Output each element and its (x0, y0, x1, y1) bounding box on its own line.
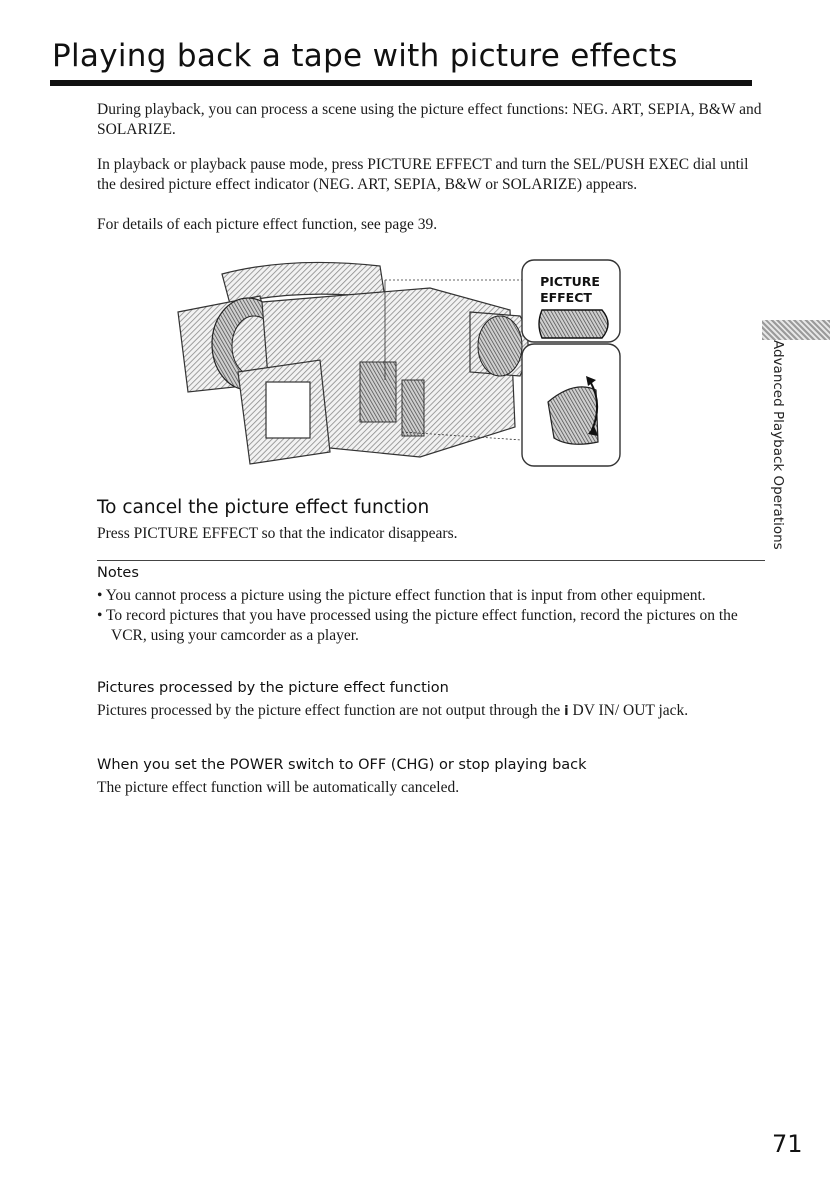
title-underline (50, 80, 752, 86)
notes-list (97, 586, 762, 646)
picture-label: PICTURE (540, 274, 600, 289)
section-side-label: Advanced Playback Operations (770, 340, 786, 550)
sel-push-exec-dial-callout (522, 344, 620, 466)
note-item: • To record pictures that you have processed using the picture effect function, record the pictures on the VCR, using your camcorder as a player. (97, 607, 738, 644)
section-tab-marker (762, 320, 830, 340)
picture-effect-button (539, 310, 608, 338)
cancel-text: Press PICTURE EFFECT so that the indicator disappears. (97, 525, 458, 542)
dv-interface-icon: i (564, 704, 569, 719)
cancel-heading: To cancel the picture effect function (97, 497, 430, 518)
processed-heading: Pictures processed by the picture effect function (97, 680, 449, 696)
page-title: Playing back a tape with picture effects (52, 38, 678, 74)
effect-label: EFFECT (540, 290, 592, 305)
instruction-paragraph: In playback or playback pause mode, press PICTURE EFFECT and turn the SEL/PUSH EXEC dial until the desired picture effect indicator (NEG. ART, SEPIA, B&W or SOLARIZE) appears. (97, 156, 749, 193)
camcorder-illustration (170, 252, 630, 492)
note-item: • You cannot process a picture using the picture effect function that is input from other equipment. (97, 587, 706, 604)
power-heading: When you set the POWER switch to OFF (CHG) or stop playing back (97, 757, 587, 773)
notes-heading: Notes (97, 565, 139, 581)
section-divider (97, 560, 765, 561)
page-number: 71 (772, 1130, 803, 1158)
power-text: The picture effect function will be automatically canceled. (97, 779, 460, 796)
intro-paragraph: During playback, you can process a scene using the picture effect functions: NEG. ART, SEPIA, B&W and SOLARIZE. (97, 101, 762, 138)
processed-text: Pictures processed by the picture effect function are not output through the i DV IN/ OUT jack. (97, 702, 689, 719)
camcorder-body (178, 262, 528, 464)
picture-effect-callout (522, 260, 620, 342)
reference-paragraph: For details of each picture effect function, see page 39. (97, 216, 438, 233)
